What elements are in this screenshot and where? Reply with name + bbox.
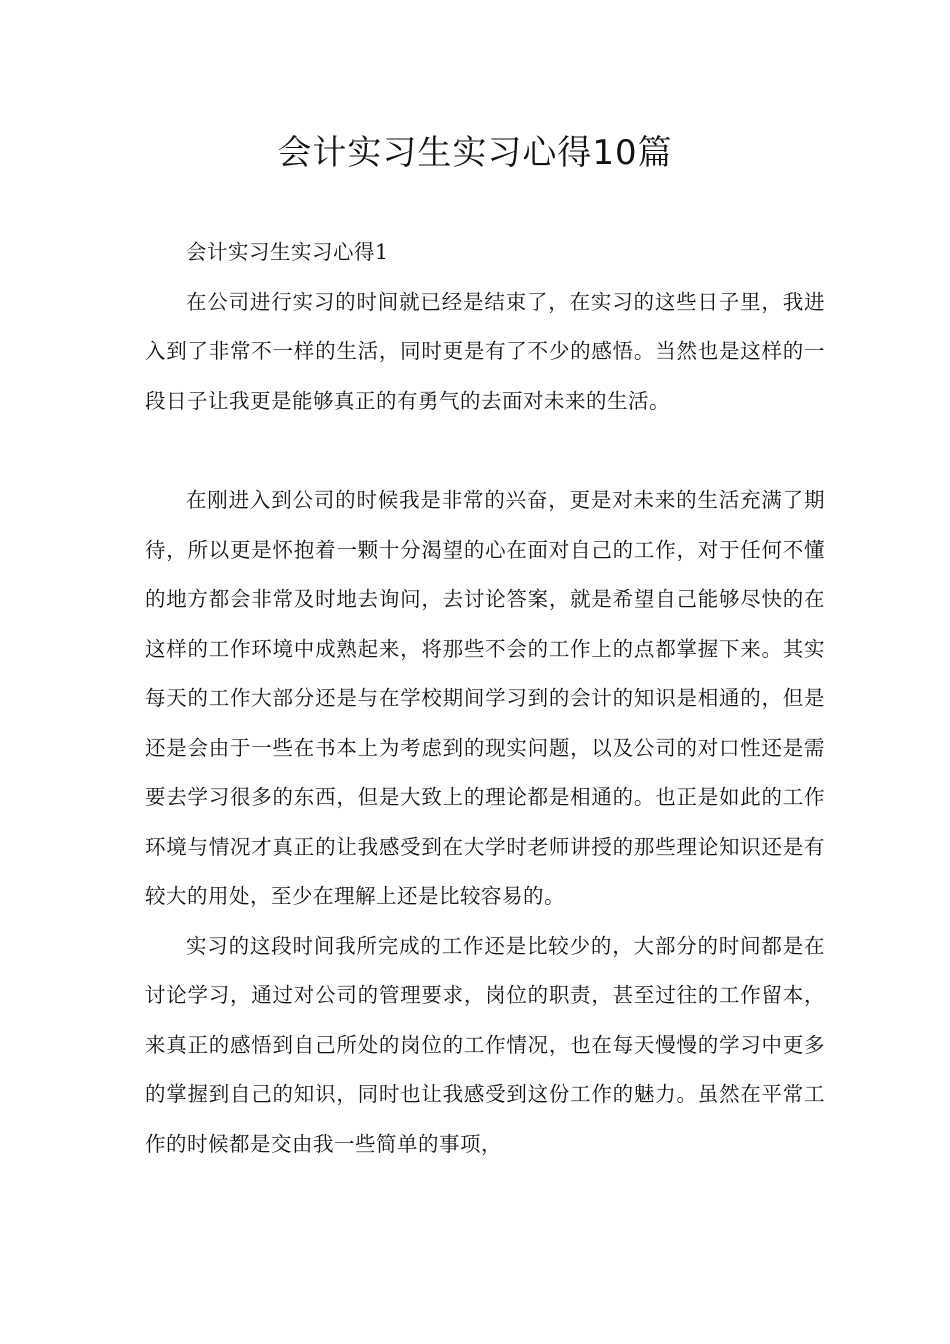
section-heading: 会计实习生实习心得1 [186,240,389,264]
document-body [145,228,825,1169]
paragraph-2: 在刚进入到公司的时候我是非常的兴奋，更是对未来的生活充满了期待，所以更是怀抱着一颗十分渴望的心在面对自己的工作，对于任何不懂的地方都会非常及时地去询问，去讨论答案，就是希望自己能够尽快的在这样的工作环境中成熟起来，将那些不会的工作上的点都掌握下来。其实每天的工作大部分还是与在学校期间学习到的会计的知识是相通的，但是还是会由于一些在书本上为考虑到的现实问题，以及公司的对口性还是需要去学习很多的东西，但是大致上的理论都是相通的。也正是如此的工作环境与情况才真正的让我感受到在大学时老师讲授的那些理论知识还是有较大的用处，至少在理解上还是比较容易的。 [145,488,825,908]
paragraph-3: 实习的这段时间我所完成的工作还是比较少的，大部分的时间都是在讨论学习，通过对公司的管理要求，岗位的职责，甚至过往的工作留本，来真正的感悟到自己所处的岗位的工作情况，也在每天慢慢的学习中更多的掌握到自己的知识，同时也让我感受到这份工作的魅力。虽然在平常工作的时候都是交由我一些简单的事项， [145,933,825,1156]
document-title: 会计实习生实习心得10篇 [277,133,673,173]
paragraph-1: 在公司进行实习的时间就已经是结束了，在实习的这些日子里，我进入到了非常不一样的生活，同时更是有了不少的感悟。当然也是这样的一段日子让我更是能够真正的有勇气的去面对未来的生活。 [145,289,825,413]
